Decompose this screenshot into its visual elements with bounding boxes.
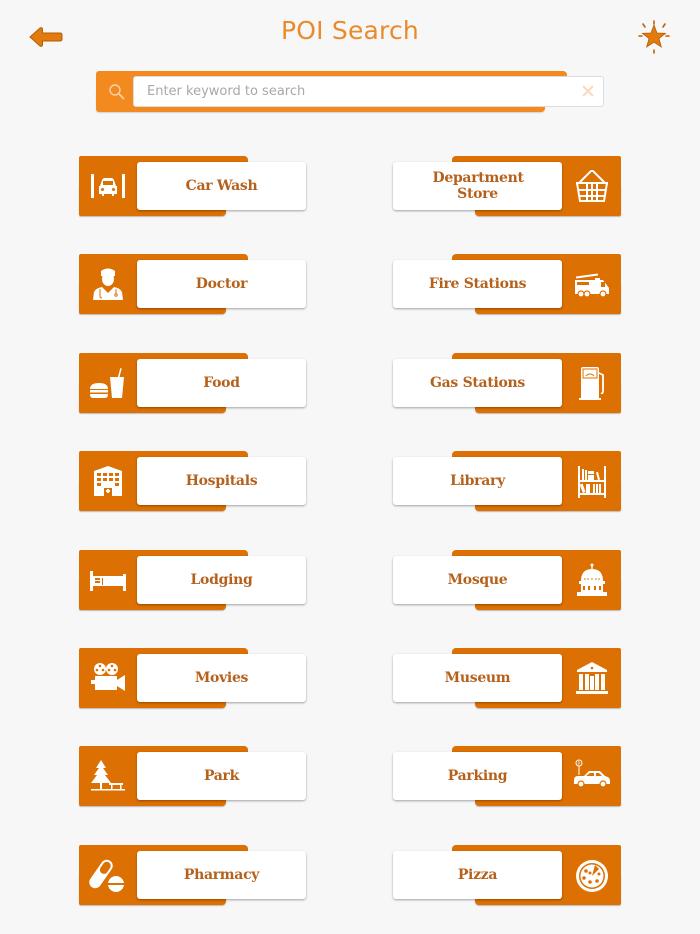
magnifier-icon bbox=[108, 83, 126, 101]
category-label: Department Store bbox=[432, 170, 524, 202]
museum-building-icon bbox=[573, 660, 611, 696]
category-label: Museum bbox=[444, 670, 511, 686]
tree-bench-icon bbox=[89, 758, 127, 794]
star-icon bbox=[636, 19, 672, 55]
header bbox=[0, 0, 700, 70]
category-label: Parking bbox=[447, 768, 508, 784]
category-food[interactable] bbox=[79, 353, 321, 415]
pills-icon bbox=[89, 857, 127, 893]
doctor-icon bbox=[89, 266, 127, 302]
category-label: Mosque bbox=[447, 572, 508, 588]
page-title: POI Search bbox=[281, 16, 419, 45]
category-car-wash[interactable] bbox=[79, 156, 321, 218]
category-label: Library bbox=[450, 473, 505, 489]
category-label: Lodging bbox=[190, 572, 253, 588]
category-parking[interactable] bbox=[393, 746, 635, 808]
category-label: Park bbox=[203, 768, 240, 784]
category-label: Car Wash bbox=[185, 178, 258, 194]
burger-drink-icon bbox=[89, 365, 127, 401]
category-pharmacy[interactable] bbox=[79, 845, 321, 907]
search-bar bbox=[96, 71, 606, 113]
category-pizza[interactable] bbox=[393, 845, 635, 907]
pizza-icon bbox=[573, 857, 611, 893]
close-x-icon[interactable] bbox=[580, 83, 596, 99]
category-label: Pharmacy bbox=[183, 867, 260, 883]
bookshelf-icon bbox=[573, 463, 611, 499]
svg-text:P: P bbox=[577, 760, 581, 766]
category-label: Food bbox=[203, 375, 240, 391]
category-label: Doctor bbox=[195, 276, 248, 292]
favorites-button[interactable] bbox=[636, 19, 672, 55]
shopping-basket-icon bbox=[573, 168, 611, 204]
fuel-pump-icon bbox=[573, 365, 611, 401]
category-label: Gas Stations bbox=[429, 375, 525, 391]
category-label: Fire Stations bbox=[428, 276, 527, 292]
category-mosque[interactable] bbox=[393, 550, 635, 612]
category-label: Movies bbox=[194, 670, 249, 686]
category-label: Hospitals bbox=[185, 473, 258, 489]
car-wash-icon bbox=[89, 168, 127, 204]
category-gas-stations[interactable] bbox=[393, 353, 635, 415]
category-lodging[interactable] bbox=[79, 550, 321, 612]
search-input[interactable] bbox=[133, 76, 604, 107]
hospital-building-icon bbox=[89, 463, 127, 499]
category-hospitals[interactable] bbox=[79, 451, 321, 513]
category-library[interactable] bbox=[393, 451, 635, 513]
category-fire-stations[interactable] bbox=[393, 254, 635, 316]
movie-camera-icon bbox=[89, 660, 127, 696]
category-park[interactable] bbox=[79, 746, 321, 808]
category-department-store[interactable] bbox=[393, 156, 635, 218]
category-movies[interactable] bbox=[79, 648, 321, 710]
mosque-dome-icon bbox=[573, 562, 611, 598]
bed-icon bbox=[89, 562, 127, 598]
category-museum[interactable] bbox=[393, 648, 635, 710]
parked-car-icon bbox=[573, 758, 611, 794]
category-label: Pizza bbox=[457, 867, 498, 883]
category-doctor[interactable] bbox=[79, 254, 321, 316]
fire-truck-icon bbox=[573, 266, 611, 302]
